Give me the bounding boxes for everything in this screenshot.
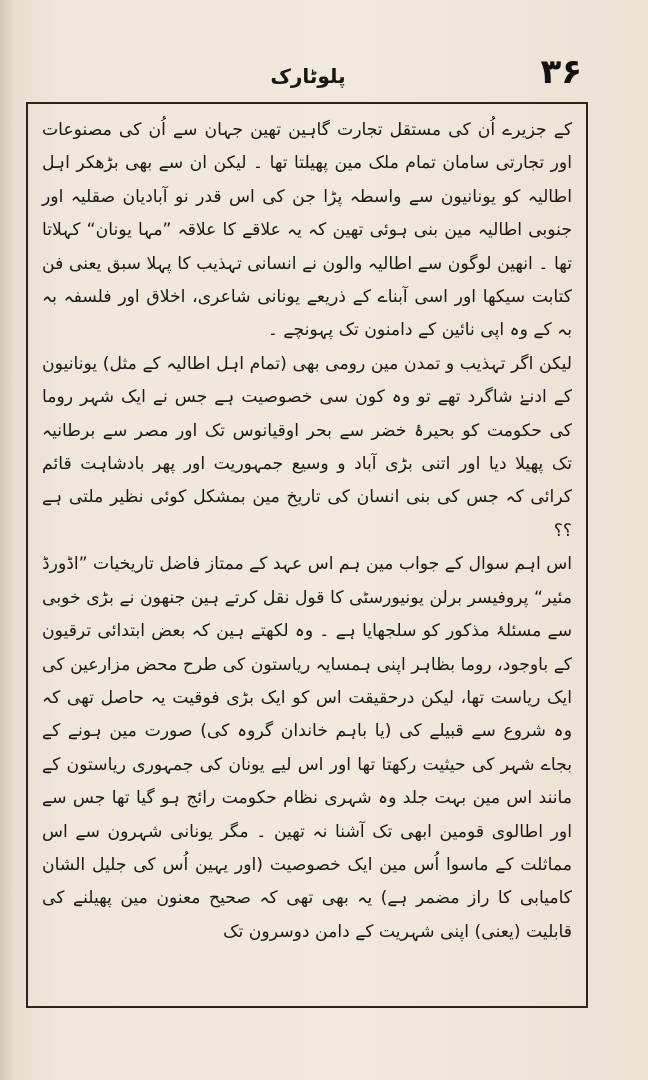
text-frame bbox=[26, 102, 588, 1008]
paragraph-3: اس اہم سوال کے جواب مین ہم اس عہد کے ممتاز فاضل تاریخیات ”اڈورڈ مئیر“ پروفیسر برلن یونیورسٹی کا قول نقل کرتے ہین جنھون نے بڑی خوبی سے مسئلۂ مذکور کو سلجھایا ہے ۔ وہ لکھتے ہین کہ بعض ابتدائی ترقیون کے باوجود، روما بظاہر اپنی ہمسایہ ریاستون کی طرح محض مزارعین کی ایک ریاست تھا، لیکن درحقیقت اس کو ایک بڑی فوقیت یہ حاصل تھی کہ وہ شروع سے قبیلے کی (یا باہم خاندان گروہ کی) صورت مین ہونے کے بجاے شہر کی حیثیت رکھتا تھا اور اس لیے یونان کی جمہوری ریاستون کے مانند اس مین بہت جلد وہ شہری نظام حکومت رائج ہو گیا تھا جس سے اور اطالوی قومین ابھی تک آشنا نہ تھین ۔ مگر یونانی شہرون سے اس مماثلت کے ماسوا اُس مین ایک خصوصیت (اور یہین اُس کی جلیل الشان کامیابی کا راز مضمر ہے) یہ بھی تھی کہ صحیح معنون مین پھیلنے کی قابلیت (یعنی) اپنی شہریت کے دامن دوسرون تک bbox=[42, 554, 572, 942]
running-title: پلوٹارک bbox=[270, 64, 346, 88]
page-number: ۳۶ bbox=[540, 52, 582, 92]
paragraph-2: لیکن اگر تہذیب و تمدن مین رومی بھی (تمام اہل اطالیہ کے مثل) یونانیون کے ادنےٰ شاگرد تھے تو وہ کون سی خصوصیت ہے جس نے ایک شہر روما کی حکومت کو بحیرۂ خضر سے بحر اوقیانوس تک اور مصر سے برطانیہ تک پھیلا دیا اور اتنی بڑی آباد و وسیع جمہوریت اور پھر بادشاہت قائم کرائی کہ جس کی بنی انسان کی تاریخ مین بمشکل کوئی نظیر ملتی ہے ؟؟ bbox=[42, 353, 572, 541]
page-header bbox=[28, 52, 588, 98]
paragraph-1: کے جزیرے اُن کی مستقل تجارت گاہین تھین جہان سے اُن کی مصنوعات اور تجارتی سامان تمام ملک مین پھیلتا تھا ۔ لیکن ان سے بھی بڑھکر اہل اطالیہ کو یونانیون سے واسطہ پڑا جن کی اس قدر نو آبادیان صقلیہ اور جنوبی اطالیہ مین بنی ہوئی تھین کہ یہ علاقے کا علاقہ ”مہا یونان“ کہلاتا تھا ۔ انھین لوگون سے اطالیہ والون نے انسانی تہذیب کا پہلا سبق یعنی فن کتابت سیکھا اور اسی آبناے کے ذریعے یونانی شاعری، اخلاق اور فلسفہ بہ بہ کے وہ اپی نائین کے دامنون تک پہونچے ۔ bbox=[42, 120, 572, 341]
spine-shadow bbox=[0, 0, 14, 1080]
